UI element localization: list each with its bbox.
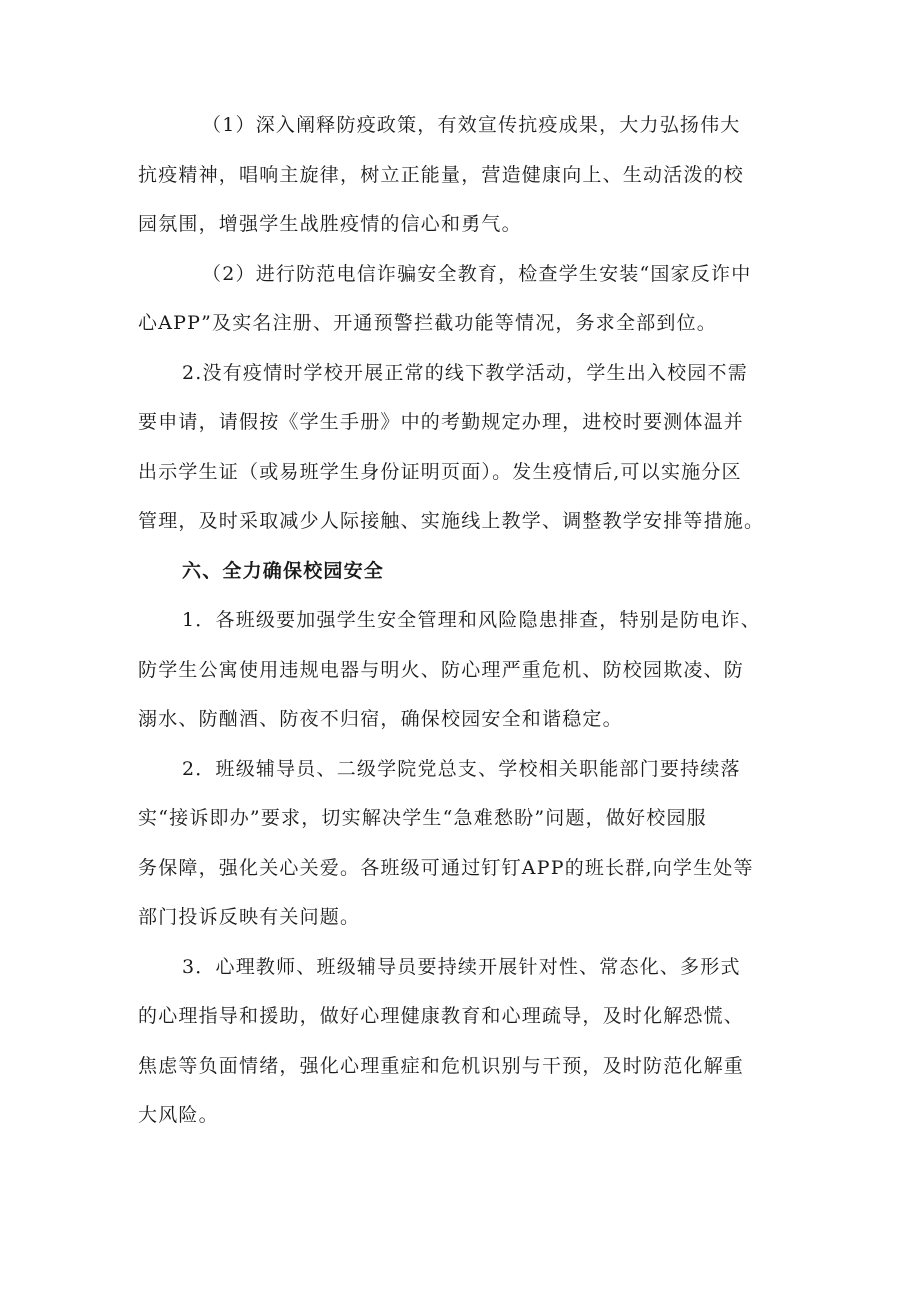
paragraph-line: 2.没有疫情时学校开展正常的线下教学活动，学生出入校园不需 [182, 361, 748, 384]
paragraph-line: 大风险。 [138, 1104, 219, 1126]
section-heading [138, 547, 790, 597]
paragraph-line: 心APP”及实名注册、开通预警拦截功能等情况，务求全部到位。 [138, 312, 718, 334]
paragraph-line: （2）进行防范电信诈骗安全教育，检查学生安装“国家反诈中 [202, 262, 752, 285]
paragraph-line: 管理，及时采取减少人际接触、实施线上教学、调整教学安排等措施。 [138, 510, 765, 532]
paragraph-anti-fraud [138, 250, 790, 349]
paragraph-publicity [138, 101, 790, 250]
paragraph-line: 2．班级辅导员、二级学院党总支、学校相关职能部门要持续落 [182, 757, 741, 780]
paragraph-line: 焦虑等负面情绪，强化心理重症和危机识别与干预，及时防范化解重 [138, 1054, 745, 1077]
paragraph-line: 的心理指导和援助，做好心理健康教育和心理疏导，及时化解恐慌、 [138, 1005, 745, 1027]
paragraph-psychological-support [138, 943, 790, 1141]
paragraph-line: （1）深入阐释防疫政策，有效宣传抗疫成果，大力弘扬伟大 [202, 114, 741, 136]
paragraph-line: 务保障，强化关心关爱。各班级可通过钉钉APP的班长群,向学生处等 [138, 856, 754, 879]
paragraph-line: 实“接诉即办”要求，切实解决学生“急难愁盼”问题，做好校园服 [138, 807, 707, 829]
paragraph-service-guarantee [138, 745, 790, 943]
paragraph-line: 出示学生证（或易班学生身份证明页面）。发生疫情后,可以实施分区 [138, 460, 742, 483]
paragraph-line: 溺水、防酗酒、防夜不归宿，确保校园安全和谐稳定。 [138, 708, 623, 730]
paragraph-line: 3．心理教师、班级辅导员要持续开展针对性、常态化、多形式 [182, 955, 741, 978]
paragraph-line: 1．各班级要加强学生安全管理和风险隐患排查，特别是防电诈、 [182, 609, 761, 631]
paragraph-line: 抗疫精神，唱响主旋律，树立正能量，营造健康向上、生动活泼的校 [138, 163, 745, 186]
paragraph-line: 部门投诉反映有关问题。 [138, 906, 361, 928]
paragraph-line: 要申请，请假按《学生手册》中的考勤规定办理，进校时要测体温并 [138, 411, 745, 433]
document-body [138, 101, 790, 1141]
section-heading-text: 六、全力确保校园安全 [182, 559, 385, 582]
paragraph-campus-access [138, 349, 790, 547]
paragraph-safety-management [138, 596, 790, 745]
paragraph-line: 园氛围，增强学生战胜疫情的信心和勇气。 [138, 213, 522, 235]
paragraph-line: 防学生公寓使用违规电器与明火、防心理严重危机、防校园欺凌、防 [138, 658, 745, 681]
